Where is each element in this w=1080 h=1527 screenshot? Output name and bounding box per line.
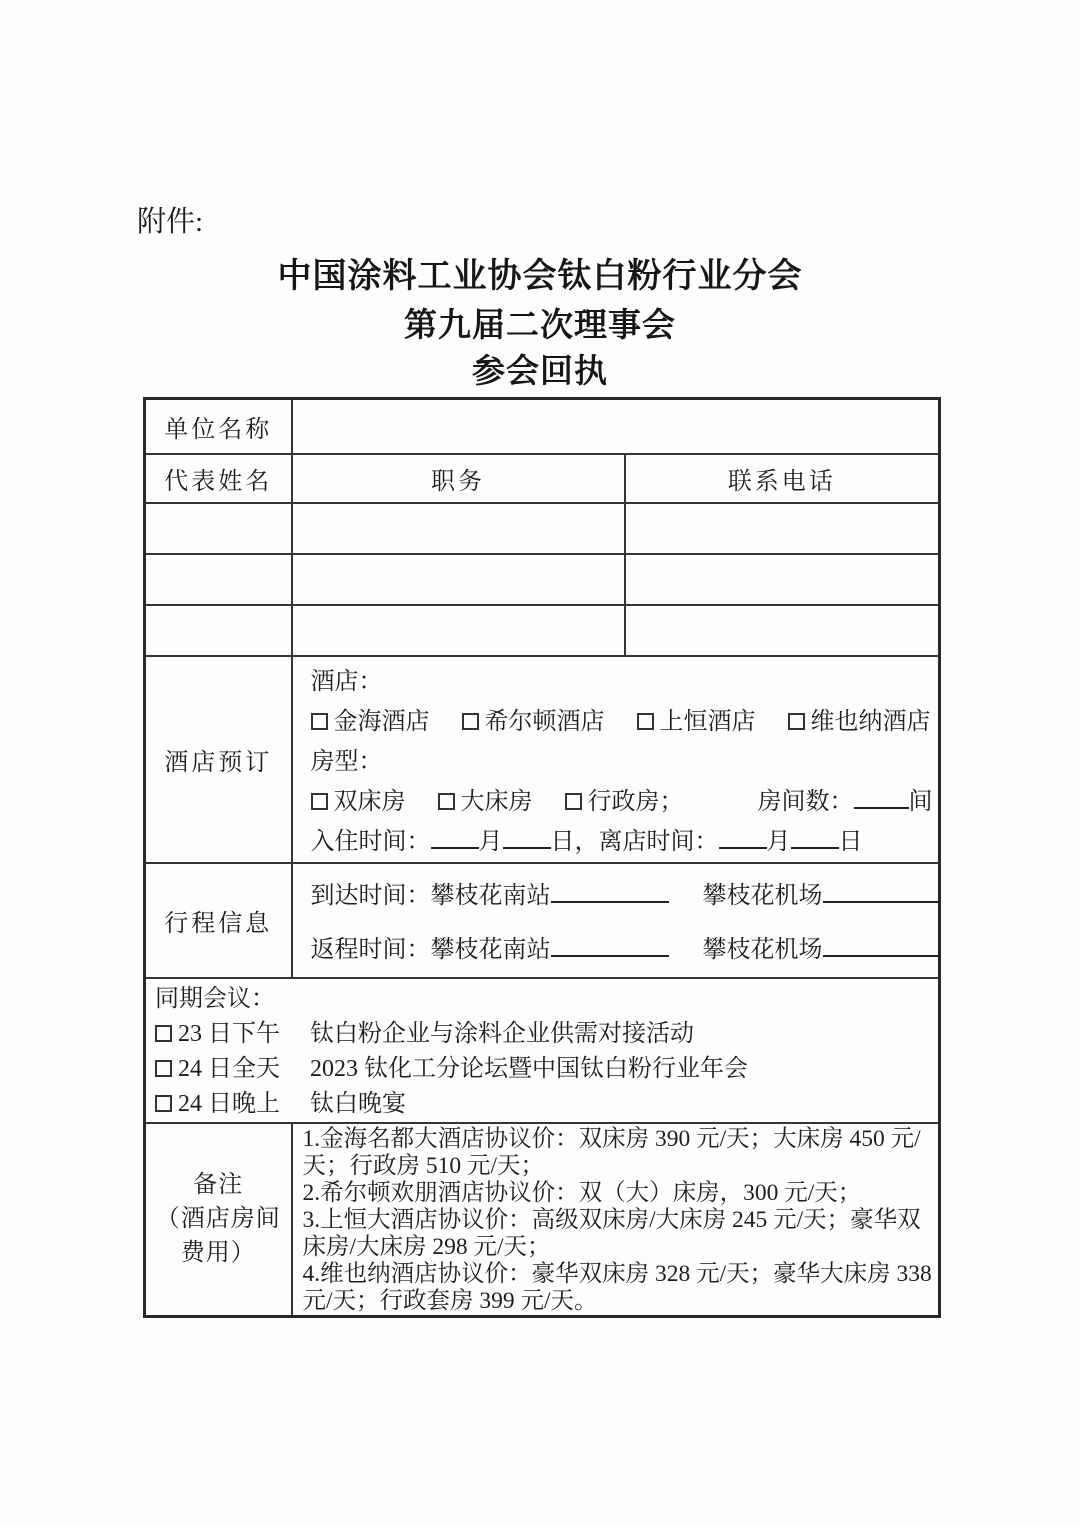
- remark-item-jinhai-price: 1.金海名都大酒店协议价：双床房 390 元/天；大床房 450 元/天；行政房 510 元/天；: [302, 1125, 921, 1179]
- hotel-option-jinhai[interactable]: [311, 709, 430, 735]
- blank-return-station-time[interactable]: [551, 932, 669, 956]
- registration-form-table: [143, 397, 941, 1318]
- checkbox-icon[interactable]: [788, 713, 805, 730]
- day-label: 日: [838, 828, 863, 855]
- room-option-label: 行政房；: [587, 788, 684, 815]
- position-input-cell[interactable]: [292, 503, 625, 554]
- remarks-label-line: （酒店房间: [155, 1206, 281, 1233]
- station-label: 攀枝花南站: [430, 936, 551, 963]
- remark-item-vienna-price: 4.维也纳酒店协议价：豪华双床房 328 元/天；豪华大床房 338 元/天；行政套房 399 元/天。: [302, 1260, 932, 1314]
- blank-checkin-month[interactable]: [431, 824, 479, 848]
- checkbox-icon[interactable]: [462, 713, 479, 730]
- checkbox-icon[interactable]: [311, 713, 328, 730]
- blank-return-airport-time[interactable]: [823, 932, 941, 956]
- representative-row-2: [145, 554, 940, 605]
- itinerary-row: [145, 863, 940, 978]
- room-count-label: 房间数：: [757, 788, 854, 815]
- station-label: 攀枝花南站: [430, 882, 551, 909]
- hotel-booking-content: [292, 656, 940, 863]
- rep-name-input-cell[interactable]: [145, 554, 292, 605]
- blank-checkout-day[interactable]: [791, 824, 839, 848]
- meeting-time: 24 日晚上: [178, 1090, 280, 1117]
- room-type-heading: 房型：: [310, 748, 383, 775]
- checkbox-icon[interactable]: [565, 793, 582, 810]
- remark-item-hilton-price: 2.希尔顿欢朋酒店协议价：双（大）床房，300 元/天；: [302, 1179, 862, 1206]
- checkbox-icon[interactable]: [438, 793, 455, 810]
- remarks-content: [292, 1123, 940, 1317]
- hotel-option-shangheng[interactable]: [637, 709, 756, 735]
- checkin-checkout-line: [311, 822, 931, 862]
- checkbox-icon[interactable]: [155, 1025, 172, 1042]
- title-line-association: 中国涂料工业协会钛白粉行业分会: [277, 257, 803, 296]
- hotel-option-vienna[interactable]: [788, 709, 931, 735]
- checkbox-icon[interactable]: [155, 1095, 172, 1112]
- hotel-options-line: [311, 702, 931, 742]
- hotel-option-label: 上恒酒店: [659, 708, 756, 735]
- meeting-event: 钛白粉企业与涂料企业供需对接活动: [310, 1020, 694, 1047]
- hotel-booking-label: 酒店预订: [145, 656, 292, 863]
- meeting-option-24-allday[interactable]: [155, 1052, 930, 1087]
- remark-item-shangheng-price: 3.上恒大酒店协议价：高级双床房/大床房 245 元/天；豪华双床房/大床房 298 元/天；: [302, 1206, 921, 1260]
- meeting-event: 2023 钛化工分论坛暨中国钛白粉行业年会: [310, 1055, 748, 1082]
- arrival-time-line: [311, 869, 931, 923]
- phone-input-cell[interactable]: [625, 503, 940, 554]
- document-title: [0, 251, 1080, 393]
- itinerary-label: 行程信息: [145, 863, 292, 978]
- blank-checkin-day[interactable]: [503, 824, 551, 848]
- itinerary-content: [292, 863, 940, 978]
- hotel-heading: 酒店：: [310, 668, 383, 695]
- room-option-executive[interactable]: [565, 789, 684, 815]
- remarks-label-line: 备注: [193, 1172, 244, 1199]
- meeting-option-24-evening[interactable]: [155, 1087, 930, 1122]
- representative-header-row: [145, 454, 940, 503]
- room-option-twin[interactable]: [311, 789, 406, 815]
- position-input-cell[interactable]: [292, 554, 625, 605]
- checkbox-icon[interactable]: [155, 1060, 172, 1077]
- return-time-label: 返程时间：: [310, 936, 431, 963]
- meetings-heading: 同期会议：: [155, 985, 275, 1012]
- phone-input-cell[interactable]: [625, 554, 940, 605]
- phone-header: 联系电话: [625, 454, 940, 503]
- unit-name-row: [145, 399, 940, 454]
- room-option-king[interactable]: [438, 789, 533, 815]
- concurrent-meetings-row: [145, 978, 940, 1123]
- hotel-option-label: 希尔顿酒店: [484, 708, 605, 735]
- month-label: 月: [478, 828, 503, 855]
- room-options-line: [311, 782, 931, 822]
- meeting-time: 24 日全天: [178, 1055, 280, 1082]
- blank-room-count[interactable]: [854, 784, 909, 808]
- rep-name-input-cell[interactable]: [145, 503, 292, 554]
- representative-row-1: [145, 503, 940, 554]
- meeting-option-23-afternoon[interactable]: [155, 1017, 930, 1052]
- room-option-label: 双床房: [333, 788, 406, 815]
- day-comma-label: 日，: [550, 828, 599, 855]
- concurrent-meetings-content: [145, 978, 940, 1123]
- rep-name-input-cell[interactable]: [145, 605, 292, 656]
- checkbox-icon[interactable]: [637, 713, 654, 730]
- title-line-reply-slip: 参会回执: [472, 352, 608, 390]
- arrival-time-label: 到达时间：: [310, 882, 431, 909]
- return-time-line: [311, 923, 931, 977]
- phone-input-cell[interactable]: [625, 605, 940, 656]
- airport-label: 攀枝花机场: [702, 936, 823, 963]
- unit-name-input-cell[interactable]: [292, 399, 940, 454]
- remarks-row: [145, 1123, 940, 1317]
- remarks-label: [145, 1123, 292, 1317]
- hotel-option-label: 维也纳酒店: [810, 708, 931, 735]
- hotel-option-hilton[interactable]: [462, 709, 605, 735]
- title-line-session: 第九届二次理事会: [404, 306, 676, 344]
- airport-label: 攀枝花机场: [702, 882, 823, 909]
- meeting-event: 钛白晚宴: [310, 1090, 406, 1117]
- rep-name-header: 代表姓名: [145, 454, 292, 503]
- attachment-label: 附件:: [137, 206, 204, 238]
- position-header: 职务: [292, 454, 625, 503]
- checkbox-icon[interactable]: [311, 793, 328, 810]
- blank-checkout-month[interactable]: [719, 824, 767, 848]
- blank-arrival-airport-time[interactable]: [823, 878, 941, 902]
- month-label: 月: [766, 828, 791, 855]
- checkout-label: 离店时间：: [598, 828, 719, 855]
- meeting-time: 23 日下午: [178, 1020, 280, 1047]
- room-count-unit: 间: [908, 788, 933, 815]
- blank-arrival-station-time[interactable]: [551, 878, 669, 902]
- room-option-label: 大床房: [460, 788, 533, 815]
- remarks-label-line: 费用）: [180, 1240, 256, 1267]
- unit-name-label: 单位名称: [145, 399, 292, 454]
- representative-row-3: [145, 605, 940, 656]
- position-input-cell[interactable]: [292, 605, 625, 656]
- hotel-booking-row: [145, 656, 940, 863]
- hotel-option-label: 金海酒店: [333, 708, 430, 735]
- checkin-label: 入住时间：: [310, 828, 431, 855]
